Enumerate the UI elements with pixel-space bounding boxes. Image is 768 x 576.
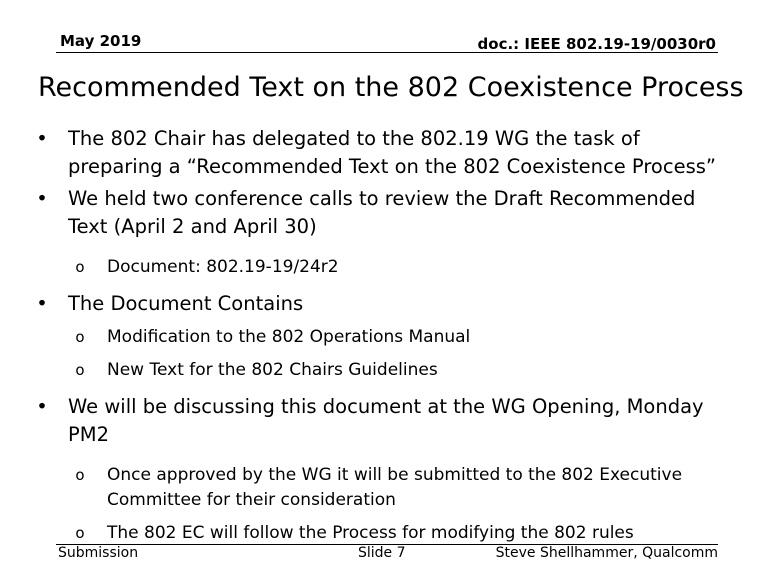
bullet-marker: • xyxy=(36,292,48,315)
bullet-text: The 802 Chair has delegated to the 802.19 WG the task of preparing a “Recommended Text on the 802 Coexistence Process” xyxy=(68,127,716,178)
header-date: May 2019 xyxy=(60,32,142,50)
sub-bullet-marker: o xyxy=(75,258,85,276)
footer-submission: Submission xyxy=(58,545,139,561)
sub-bullet-item xyxy=(32,463,732,513)
bullet-item xyxy=(32,125,732,181)
slide-body xyxy=(32,125,732,546)
sub-bullet-marker: o xyxy=(75,466,85,484)
bullet-item xyxy=(32,393,732,449)
sub-bullet-item xyxy=(32,521,732,546)
sub-bullet-marker: o xyxy=(75,328,85,346)
footer-author: Steve Shellhammer, Qualcomm xyxy=(495,545,718,561)
bullet-marker: • xyxy=(36,187,48,210)
sub-bullet-marker: o xyxy=(75,524,85,542)
bullet-text: The Document Contains xyxy=(68,292,304,315)
footer-slide-number: Slide 7 xyxy=(358,545,406,561)
bullet-item xyxy=(32,185,732,241)
sub-bullet-item xyxy=(32,325,732,350)
bullet-text: We held two conference calls to review the Draft Recommended Text (April 2 and April 30) xyxy=(68,187,696,238)
bullet-marker: • xyxy=(36,127,48,150)
sub-bullet-text: New Text for the 802 Chairs Guidelines xyxy=(107,360,438,380)
sub-bullet-marker: o xyxy=(75,361,85,379)
bullet-item xyxy=(32,290,732,318)
sub-bullet-item xyxy=(32,255,732,280)
sub-bullet-text: Document: 802.19-19/24r2 xyxy=(107,257,339,277)
sub-bullet-text: The 802 EC will follow the Process for modifying the 802 rules xyxy=(107,523,634,543)
header-divider xyxy=(56,52,718,53)
bullet-marker: • xyxy=(36,395,48,418)
sub-bullet-text: Once approved by the WG it will be submitted to the 802 Executive Committee for their consideration xyxy=(107,465,683,510)
sub-bullet-item xyxy=(32,358,732,383)
sub-bullet-text: Modification to the 802 Operations Manual xyxy=(107,327,471,347)
header-doc-id: doc.: IEEE 802.19-19/0030r0 xyxy=(477,35,716,53)
slide-title: Recommended Text on the 802 Coexistence Process xyxy=(38,72,744,103)
bullet-text: We will be discussing this document at the WG Opening, Monday PM2 xyxy=(68,395,704,446)
